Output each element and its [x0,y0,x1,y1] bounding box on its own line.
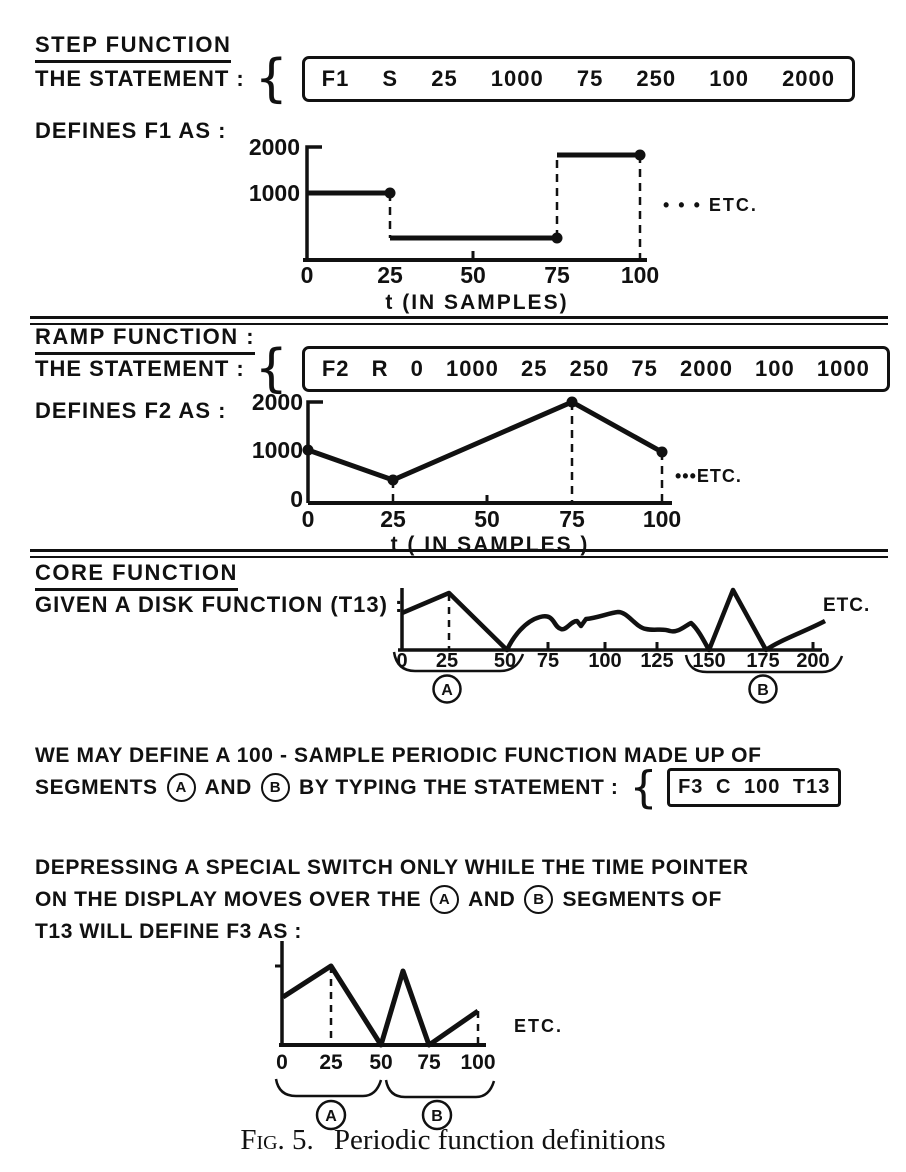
segment-b-circle: B [261,773,290,802]
data-dot [635,150,646,161]
statement-box-f3: F3 C 100 T13 [667,768,841,807]
x-tick-labels [396,650,829,672]
step-segments [307,155,640,238]
core-plot [385,585,906,725]
f3-plot [255,933,605,1129]
x-tick-label: 25 [319,1051,343,1074]
data-dots [385,150,646,244]
paragraph-line [35,883,749,916]
x-tick-label: 0 [300,262,314,288]
x-tick-label: 100 [588,650,622,672]
defines-f1-label: DEFINES F1 AS : [35,118,227,143]
y-tick-label: 1000 [251,437,303,463]
x-axis-title: t ( IN SAMPLES ) [390,533,590,556]
x-tick-labels [302,506,682,532]
x-tick-label: 125 [640,650,674,672]
paragraph-line [35,761,841,813]
x-tick-label: 50 [474,506,500,532]
y-axis [307,147,322,261]
left-brace-glyph: { [254,49,288,109]
x-tick-label: 25 [435,650,459,672]
x-tick-labels [301,262,660,288]
data-dot [388,475,399,486]
x-tick-label: 75 [417,1051,441,1074]
ramp-line [308,402,662,480]
left-brace-glyph: { [254,339,288,399]
statement-label: THE STATEMENT : [35,66,245,92]
x-tick-label: 100 [460,1051,496,1074]
x-tick-label: 200 [796,650,830,672]
paragraph-text: ON THE DISPLAY MOVES OVER THE [35,888,422,911]
paragraph-line: T13 WILL DEFINE F3 AS : [35,920,302,943]
paragraph-text: SEGMENTS [35,776,158,799]
etc-label: •••ETC. [675,466,742,486]
given-disk-function-label: GIVEN A DISK FUNCTION (T13) : [35,592,404,617]
figure-title: Periodic function definitions [333,1124,666,1156]
x-tick-label: 0 [301,506,315,532]
data-dot [657,447,668,458]
segment-b-label: B [431,1108,443,1125]
step-statement-row [35,49,855,109]
dashed-drop-lines [390,155,640,260]
x-tick-label: 150 [692,650,726,672]
x-tick-label: 100 [620,262,660,288]
x-tick-label: 50 [369,1051,393,1074]
statement-label: THE STATEMENT : [35,356,245,382]
segment-a-circle: A [430,885,459,914]
x-tick-label: 0 [276,1051,288,1074]
etc-label: • • • ETC. [663,195,758,215]
paragraph-line: DEPRESSING A SPECIAL SWITCH ONLY WHILE THE TIME POINTER [35,856,749,879]
segment-b-circle: B [524,885,553,914]
x-tick-label: 75 [536,650,560,672]
statement-box-f1: F1 S 25 1000 75 250 100 2000 [302,56,855,102]
segment-b-label: B [757,682,769,699]
f3-curve [283,966,478,1045]
disk-function-curve [402,590,825,650]
x-tick-label: 75 [544,262,570,288]
paragraph-text: AND [204,776,252,799]
y-tick-label: 0 [290,486,303,512]
x-tick-label: 25 [377,262,403,288]
paragraph-text: BY TYPING THE STATEMENT : [298,776,619,799]
segment-b-brace [386,1080,494,1097]
segment-a-label: A [325,1108,337,1125]
x-tick-label: 75 [559,506,585,532]
ramp-plot [245,390,790,558]
section-divider [30,549,888,558]
segment-a-label: A [441,682,453,699]
paragraph-line: WE MAY DEFINE A 100 - SAMPLE PERIODIC FUNCTION MADE UP OF [35,744,762,767]
dashed-drop-lines [393,402,662,503]
data-dot [385,188,396,199]
left-brace-glyph: { [629,761,659,813]
defines-f2-label: DEFINES F2 AS : [35,398,227,423]
data-dot [552,233,563,244]
figure-caption [0,1124,906,1157]
x-tick-label: 0 [396,650,408,672]
paragraph-text: AND [468,888,516,911]
x-tick-label: 50 [493,650,517,672]
statement-box-f2: F2 R 0 1000 25 250 75 2000 100 1000 [302,346,890,392]
x-axis-title: t (IN SAMPLES) [385,291,569,314]
segment-a-circle: A [167,773,196,802]
data-dot [567,397,578,408]
x-tick-label: 50 [460,262,486,288]
figure-number: Fig. 5. [240,1124,314,1156]
ramp-function-heading: RAMP FUNCTION : [35,324,255,355]
x-tick-labels [276,1051,495,1074]
step-plot [245,130,785,315]
etc-label: ETC. [514,1016,564,1036]
paragraph-text: SEGMENTS OF [562,888,722,911]
x-tick-label: 25 [380,506,406,532]
segment-a-brace [276,1079,381,1096]
core-function-heading: CORE FUNCTION [35,560,238,591]
y-tick-label: 2000 [248,134,300,160]
step-function-heading: STEP FUNCTION [35,32,231,63]
etc-label: ETC. [823,595,871,616]
x-tick-label: 100 [642,506,682,532]
x-tick-label: 175 [746,650,780,672]
data-dot [303,445,314,456]
y-tick-label: 2000 [251,389,303,415]
define-statement-paragraph [35,740,841,813]
ramp-statement-row [35,339,890,399]
y-tick-label: 1000 [248,180,300,206]
